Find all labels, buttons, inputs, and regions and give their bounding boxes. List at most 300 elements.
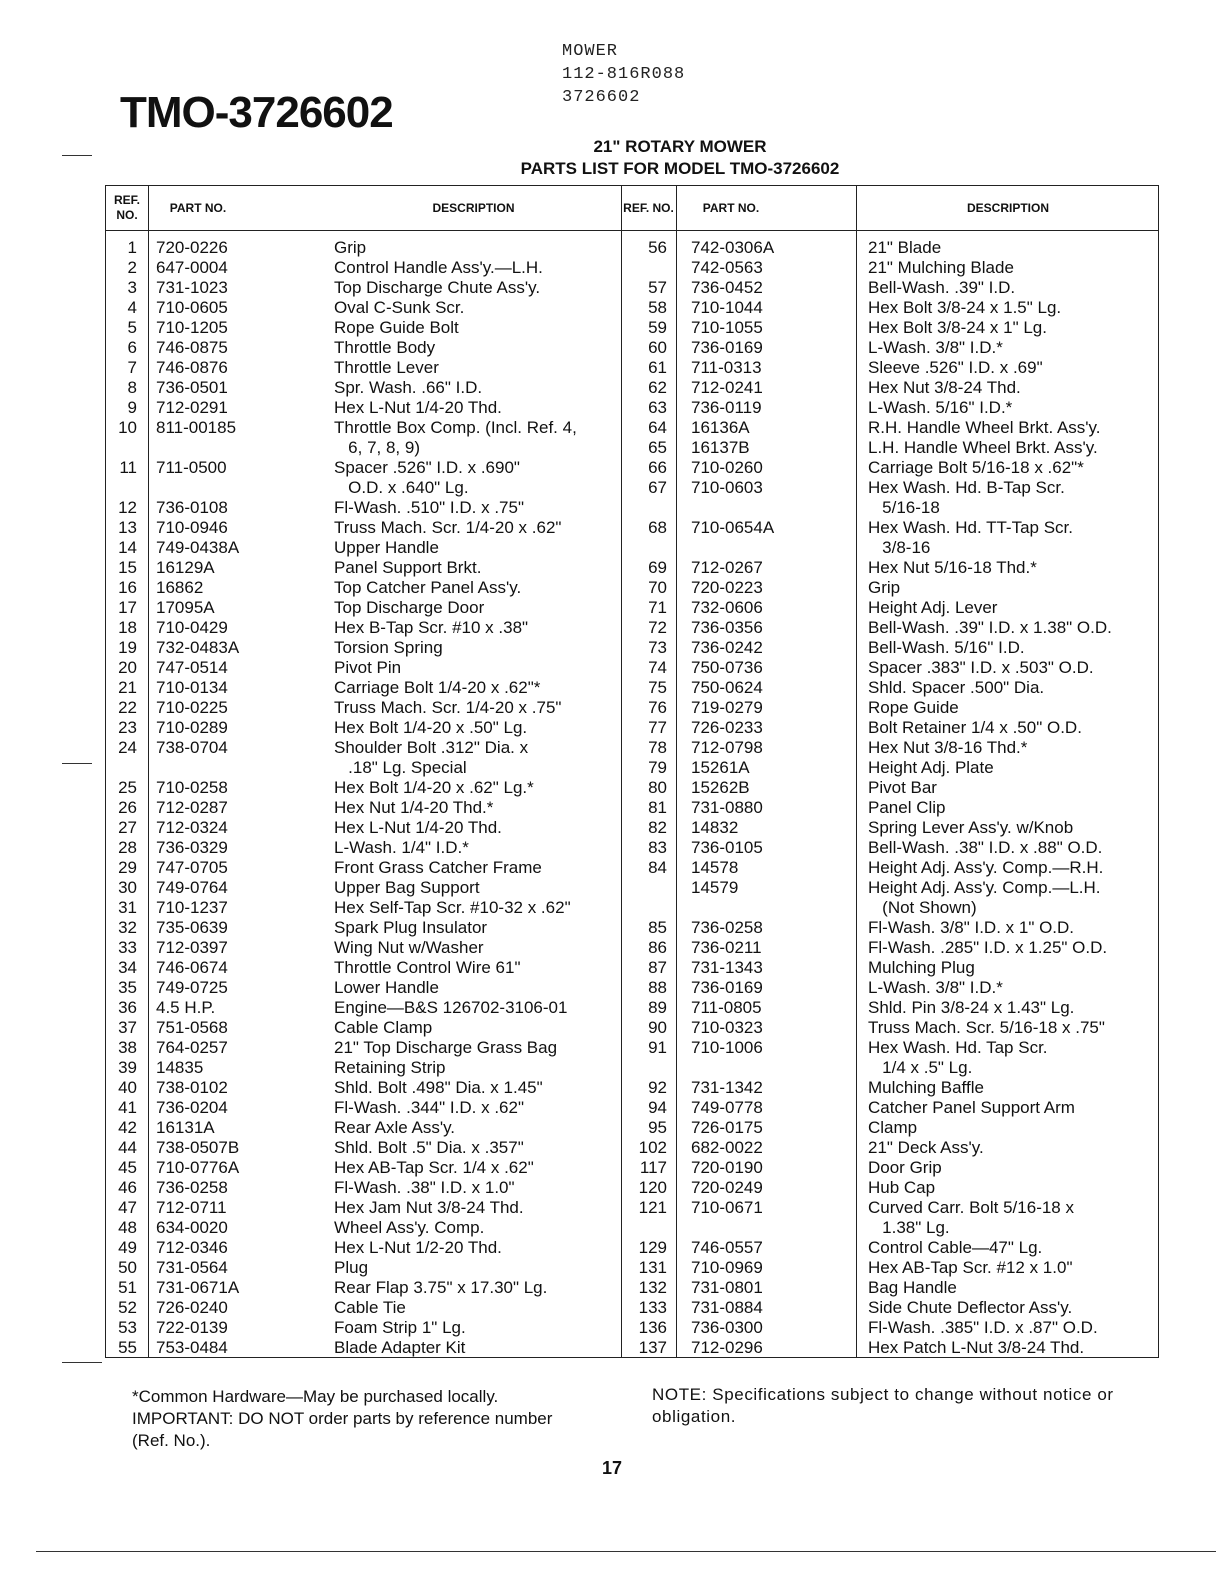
cell-ref-no-2: 64 — [648, 418, 667, 437]
cell-description-2: Pivot Bar — [868, 778, 937, 797]
cell-description-2: Door Grip — [868, 1158, 942, 1177]
cell-part-no: 736-0258 — [156, 1178, 228, 1197]
cell-part-no: 16862 — [156, 578, 204, 597]
cell-part-no: 710-1205 — [156, 318, 228, 337]
bottom-rule — [36, 1551, 1216, 1552]
cell-part-no-2: 746-0557 — [691, 1238, 763, 1257]
cell-description: Oval C-Sunk Scr. — [334, 298, 465, 317]
cell-ref-no-2: 58 — [648, 298, 667, 317]
table-row — [106, 1178, 1158, 1198]
cell-part-no-2: 711-0805 — [691, 998, 762, 1017]
cell-description: Torsion Spring — [334, 638, 443, 657]
table-row — [106, 1058, 1158, 1078]
page-heading — [380, 136, 980, 180]
cell-description-2: 1.38" Lg. — [868, 1218, 950, 1237]
cell-description: Throttle Box Comp. (Incl. Ref. 4, — [334, 418, 577, 437]
table-body — [106, 238, 1158, 1358]
cell-description-2: Height Adj. Lever — [868, 598, 998, 617]
cell-part-no: 731-0564 — [156, 1258, 228, 1277]
cell-ref-no: 17 — [118, 598, 137, 617]
cell-ref-no-2: 70 — [648, 578, 667, 597]
cell-part-no: 720-0226 — [156, 238, 228, 257]
cell-part-no: 731-1023 — [156, 278, 228, 297]
cell-part-no: 634-0020 — [156, 1218, 228, 1237]
cell-description: Shoulder Bolt .312" Dia. x — [334, 738, 529, 757]
cell-description-2: Height Adj. Ass'y. Comp.—R.H. — [868, 858, 1104, 877]
cell-description-2: Fl-Wash. .385" I.D. x .87" O.D. — [868, 1318, 1098, 1337]
cell-part-no: 722-0139 — [156, 1318, 228, 1337]
cell-ref-no-2: 129 — [638, 1238, 667, 1257]
cell-ref-no: 33 — [118, 938, 137, 957]
cell-ref-no-2: 63 — [648, 398, 667, 417]
cell-part-no-2: 710-1055 — [691, 318, 763, 337]
cell-part-no: 712-0324 — [156, 818, 228, 837]
cell-description: Hex Bolt 1/4-20 x .50" Lg. — [334, 718, 528, 737]
spec-note: NOTE: Specifications subject to change without notice or obligation. — [652, 1385, 1114, 1426]
cell-description: Hex L-Nut 1/4-20 Thd. — [334, 818, 502, 837]
cell-ref-no-2: 88 — [648, 978, 667, 997]
margin-mark — [62, 155, 92, 156]
cell-ref-no: 18 — [118, 618, 137, 637]
cell-description: Blade Adapter Kit — [334, 1338, 466, 1357]
cell-ref-no: 41 — [118, 1098, 137, 1117]
cell-ref-no: 51 — [118, 1278, 137, 1297]
cell-description: Hex Bolt 1/4-20 x .62" Lg.* — [334, 778, 534, 797]
cell-part-no-2: 710-0603 — [691, 478, 763, 497]
cell-ref-no: 22 — [118, 698, 137, 717]
cell-description: Fl-Wash. .510" I.D. x .75" — [334, 498, 524, 517]
cell-ref-no: 6 — [127, 338, 137, 357]
cell-ref-no-2: 73 — [648, 638, 667, 657]
table-row — [106, 958, 1158, 978]
table-row — [106, 698, 1158, 718]
table-row — [106, 678, 1158, 698]
cell-ref-no-2: 120 — [638, 1178, 667, 1197]
header-description: DESCRIPTION — [432, 200, 515, 215]
cell-description: Cable Clamp — [334, 1018, 433, 1037]
cell-part-no-2: 720-0190 — [691, 1158, 763, 1177]
cell-description: O.D. x .640" Lg. — [334, 478, 469, 497]
cell-ref-no: 7 — [127, 358, 137, 377]
cell-description-2: 3/8-16 — [868, 538, 931, 557]
cell-ref-no-2: 66 — [648, 458, 667, 477]
cell-part-no: 735-0639 — [156, 918, 228, 937]
cell-part-no-2: 731-1343 — [691, 958, 763, 977]
cell-part-no: 738-0507B — [156, 1138, 240, 1157]
cell-part-no: 749-0764 — [156, 878, 228, 897]
header-description-2: DESCRIPTION — [966, 200, 1049, 215]
cell-part-no: 710-0605 — [156, 298, 228, 317]
footnote: *Common Hardware—May be purchased locally. IMPORTANT: DO NOT order parts by reference number (Ref. No.). — [132, 1387, 553, 1450]
table-row — [106, 718, 1158, 738]
table-row — [106, 1118, 1158, 1138]
table-row — [106, 298, 1158, 318]
cell-part-no: 738-0102 — [156, 1078, 228, 1097]
cell-ref-no: 49 — [118, 1238, 137, 1257]
cell-description: Foam Strip 1" Lg. — [334, 1318, 466, 1337]
cell-ref-no: 55 — [118, 1338, 137, 1357]
cell-description: Spr. Wash. .66" I.D. — [334, 378, 483, 397]
model-title: TMO-3726602 — [120, 88, 393, 137]
cell-description-2: 21" Blade — [868, 238, 942, 257]
header-part-no: PART NO. — [169, 200, 227, 215]
table-row — [106, 1098, 1158, 1118]
cell-part-no: 764-0257 — [156, 1038, 228, 1057]
cell-part-no-2: 710-1006 — [691, 1038, 763, 1057]
cell-ref-no: 13 — [118, 518, 137, 537]
cell-description-2: Bell-Wash. .39" I.D. x 1.38" O.D. — [868, 618, 1112, 637]
cell-part-no-2: 719-0279 — [691, 698, 763, 717]
table-row — [106, 1138, 1158, 1158]
cell-ref-no: 3 — [127, 278, 137, 297]
cell-ref-no: 29 — [118, 858, 137, 877]
cell-ref-no-2: 57 — [648, 278, 667, 297]
cell-ref-no: 11 — [119, 458, 137, 477]
cell-part-no-2: 712-0798 — [691, 738, 763, 757]
cell-ref-no-2: 81 — [648, 798, 667, 817]
cell-part-no-2: 712-0296 — [691, 1338, 763, 1357]
table-row — [106, 1238, 1158, 1258]
cell-part-no-2: 710-0654A — [691, 518, 775, 537]
cell-description-2: Hex Bolt 3/8-24 x 1.5" Lg. — [868, 298, 1062, 317]
cell-ref-no-2: 60 — [648, 338, 667, 357]
stamp-line: MOWER — [562, 42, 619, 61]
cell-ref-no-2: 87 — [648, 958, 667, 977]
cell-ref-no: 35 — [118, 978, 137, 997]
stamp-text — [562, 40, 685, 109]
cell-description: Pivot Pin — [334, 658, 402, 677]
cell-description-2: Hex Wash. Hd. TT-Tap Scr. — [868, 518, 1074, 537]
cell-description-2: Shld. Pin 3/8-24 x 1.43" Lg. — [868, 998, 1075, 1017]
cell-description-2: Height Adj. Plate — [868, 758, 994, 777]
cell-description: Hex L-Nut 1/2-20 Thd. — [334, 1238, 502, 1257]
cell-part-no-2: 682-0022 — [691, 1138, 763, 1157]
cell-part-no-2: 736-0169 — [691, 338, 763, 357]
cell-description-2: Fl-Wash. 3/8" I.D. x 1" O.D. — [868, 918, 1075, 937]
table-row — [106, 278, 1158, 298]
cell-description: Plug — [334, 1258, 369, 1277]
cell-ref-no-2: 72 — [648, 618, 667, 637]
cell-part-no: 17095A — [156, 598, 215, 617]
cell-part-no: 710-0134 — [156, 678, 228, 697]
parts-table — [105, 185, 1159, 1358]
cell-ref-no-2: 86 — [648, 938, 667, 957]
cell-description: Fl-Wash. .38" I.D. x 1.0" — [334, 1178, 515, 1197]
cell-description: Truss Mach. Scr. 1/4-20 x .62" — [334, 518, 562, 537]
cell-description-2: Catcher Panel Support Arm — [868, 1098, 1075, 1117]
cell-description: Hex AB-Tap Scr. 1/4 x .62" — [334, 1158, 534, 1177]
cell-ref-no: 19 — [118, 638, 137, 657]
cell-part-no: 747-0514 — [156, 658, 228, 677]
cell-part-no-2: 712-0267 — [691, 558, 763, 577]
cell-ref-no-2: 80 — [648, 778, 667, 797]
cell-ref-no-2: 92 — [648, 1078, 667, 1097]
cell-ref-no-2: 62 — [648, 378, 667, 397]
cell-description: Top Discharge Door — [334, 598, 485, 617]
cell-description-2: Spring Lever Ass'y. w/Knob — [868, 818, 1074, 837]
cell-ref-no: 12 — [118, 498, 137, 517]
cell-part-no: 4.5 H.P. — [156, 998, 216, 1017]
cell-description: Shld. Bolt .498" Dia. x 1.45" — [334, 1078, 543, 1097]
cell-part-no-2: 710-1044 — [691, 298, 763, 317]
cell-part-no: 749-0725 — [156, 978, 228, 997]
cell-description-2: Hex Nut 3/8-24 Thd. — [868, 378, 1021, 397]
cell-description-2: L.H. Handle Wheel Brkt. Ass'y. — [868, 438, 1098, 457]
cell-part-no-2: 710-0323 — [691, 1018, 763, 1037]
cell-part-no: 751-0568 — [156, 1018, 228, 1037]
cell-ref-no-2: 84 — [648, 858, 667, 877]
cell-part-no: 712-0291 — [156, 398, 228, 417]
cell-part-no-2: 736-0242 — [691, 638, 763, 657]
cell-ref-no-2: 77 — [648, 718, 667, 737]
cell-description-2: Bell-Wash. .38" I.D. x .88" O.D. — [868, 838, 1103, 857]
cell-description-2: Bell-Wash. .39" I.D. — [868, 278, 1016, 297]
cell-part-no: 726-0240 — [156, 1298, 228, 1317]
cell-ref-no: 4 — [127, 298, 137, 317]
cell-part-no: 647-0004 — [156, 258, 228, 277]
cell-ref-no-2: 79 — [648, 758, 667, 777]
cell-ref-no-2: 68 — [648, 518, 667, 537]
cell-ref-no-2: 74 — [648, 658, 667, 677]
cell-part-no: 712-0287 — [156, 798, 228, 817]
table-row — [106, 738, 1158, 758]
cell-ref-no-2: 136 — [638, 1318, 667, 1337]
table-row — [106, 1038, 1158, 1058]
cell-part-no: 711-0500 — [156, 458, 227, 477]
table-row — [106, 638, 1158, 658]
cell-ref-no: 32 — [118, 918, 137, 937]
cell-description-2: Bell-Wash. 5/16" I.D. — [868, 638, 1025, 657]
cell-description-2: Height Adj. Ass'y. Comp.—L.H. — [868, 878, 1101, 897]
cell-description: Hex B-Tap Scr. #10 x .38" — [334, 618, 529, 637]
cell-ref-no: 37 — [118, 1018, 137, 1037]
cell-ref-no: 38 — [118, 1038, 137, 1057]
cell-description-2: L-Wash. 5/16" I.D.* — [868, 398, 1013, 417]
cell-description: Lower Handle — [334, 978, 439, 997]
table-row — [106, 558, 1158, 578]
cell-part-no: 712-0711 — [156, 1198, 227, 1217]
cell-part-no: 710-0289 — [156, 718, 228, 737]
cell-part-no-2: 710-0260 — [691, 458, 763, 477]
table-row — [106, 618, 1158, 638]
cell-description: 21" Top Discharge Grass Bag — [334, 1038, 558, 1057]
cell-description: Top Discharge Chute Ass'y. — [334, 278, 541, 297]
table-row — [106, 438, 1158, 458]
cell-part-no: 731-0671A — [156, 1278, 240, 1297]
cell-description-2: 21" Mulching Blade — [868, 258, 1014, 277]
cell-part-no: 749-0438A — [156, 538, 240, 557]
cell-description-2: Clamp — [868, 1118, 918, 1137]
cell-ref-no: 45 — [118, 1158, 137, 1177]
cell-part-no: 710-0429 — [156, 618, 228, 637]
table-row — [106, 1218, 1158, 1238]
cell-ref-no: 26 — [118, 798, 137, 817]
cell-description-2: Bolt Retainer 1/4 x .50" O.D. — [868, 718, 1082, 737]
table-row — [106, 1018, 1158, 1038]
cell-ref-no: 53 — [118, 1318, 137, 1337]
cell-part-no: 710-0776A — [156, 1158, 240, 1177]
cell-part-no-2: 720-0249 — [691, 1178, 763, 1197]
cell-description: Upper Bag Support — [334, 878, 480, 897]
table-row — [106, 1278, 1158, 1298]
cell-description-2: L-Wash. 3/8" I.D.* — [868, 338, 1003, 357]
cell-ref-no: 42 — [118, 1118, 137, 1137]
cell-part-no-2: 732-0606 — [691, 598, 763, 617]
cell-ref-no: 28 — [118, 838, 137, 857]
cell-ref-no-2: 94 — [648, 1098, 667, 1117]
cell-part-no: 732-0483A — [156, 638, 240, 657]
cell-ref-no: 24 — [118, 738, 137, 757]
header-divider — [106, 230, 1158, 231]
cell-part-no: 16129A — [156, 558, 215, 577]
cell-part-no-2: 736-0452 — [691, 278, 763, 297]
table-row — [106, 338, 1158, 358]
cell-description: Wheel Ass'y. Comp. — [334, 1218, 485, 1237]
cell-ref-no: 47 — [118, 1198, 137, 1217]
cell-part-no-2: 16136A — [691, 418, 750, 437]
table-row — [106, 998, 1158, 1018]
cell-ref-no-2: 95 — [648, 1118, 667, 1137]
table-row — [106, 398, 1158, 418]
cell-part-no-2: 710-0969 — [691, 1258, 763, 1277]
cell-ref-no-2: 137 — [638, 1338, 667, 1357]
cell-part-no: 738-0704 — [156, 738, 228, 757]
cell-part-no-2: 736-0356 — [691, 618, 763, 637]
cell-description-2: Fl-Wash. .285" I.D. x 1.25" O.D. — [868, 938, 1108, 957]
cell-ref-no-2: 75 — [648, 678, 667, 697]
cell-description-2: 1/4 x .5" Lg. — [868, 1058, 973, 1077]
cell-part-no-2: 736-0211 — [691, 938, 762, 957]
cell-description: Throttle Control Wire 61" — [334, 958, 521, 977]
cell-description-2: 5/16-18 — [868, 498, 940, 517]
cell-description-2: Hex Patch L-Nut 3/8-24 Thd. — [868, 1338, 1085, 1357]
cell-description-2: Grip — [868, 578, 901, 597]
cell-description: Top Catcher Panel Ass'y. — [334, 578, 522, 597]
cell-ref-no-2: 56 — [648, 238, 667, 257]
cell-description: Hex Jam Nut 3/8-24 Thd. — [334, 1198, 524, 1217]
cell-ref-no: 1 — [127, 238, 137, 257]
cell-part-no: 746-0875 — [156, 338, 228, 357]
cell-part-no-2: 711-0313 — [691, 358, 762, 377]
cell-part-no-2: 14578 — [691, 858, 739, 877]
header-ref-no-2: REF. NO. — [623, 200, 674, 215]
cell-ref-no: 34 — [118, 958, 137, 977]
table-row — [106, 538, 1158, 558]
table-row — [106, 598, 1158, 618]
cell-description: Hex L-Nut 1/4-20 Thd. — [334, 398, 502, 417]
cell-description-2: Spacer .383" I.D. x .503" O.D. — [868, 658, 1094, 677]
cell-part-no: 712-0397 — [156, 938, 228, 957]
cell-part-no-2: 731-0880 — [691, 798, 763, 817]
cell-part-no-2: 726-0233 — [691, 718, 763, 737]
cell-ref-no: 48 — [118, 1218, 137, 1237]
cell-description: Retaining Strip — [334, 1058, 446, 1077]
cell-description-2: Hex AB-Tap Scr. #12 x 1.0" — [868, 1258, 1073, 1277]
cell-ref-no: 8 — [127, 378, 137, 397]
cell-part-no-2: 750-0624 — [691, 678, 763, 697]
cell-ref-no-2: 121 — [638, 1198, 667, 1217]
table-row — [106, 1338, 1158, 1358]
cell-ref-no-2: 65 — [648, 438, 667, 457]
table-row — [106, 238, 1158, 258]
table-row — [106, 458, 1158, 478]
header-part-no-2: PART NO. — [702, 200, 760, 215]
cell-description-2: Bag Handle — [868, 1278, 957, 1297]
cell-ref-no: 44 — [118, 1138, 137, 1157]
cell-description-2: (Not Shown) — [868, 898, 977, 917]
cell-description-2: Side Chute Deflector Ass'y. — [868, 1298, 1073, 1317]
cell-description: Panel Support Brkt. — [334, 558, 482, 577]
cell-ref-no: 46 — [118, 1178, 137, 1197]
table-row — [106, 878, 1158, 898]
cell-part-no-2: 15261A — [691, 758, 750, 777]
cell-description: Carriage Bolt 1/4-20 x .62"* — [334, 678, 541, 697]
cell-ref-no-2: 78 — [648, 738, 667, 757]
cell-description: .18" Lg. Special — [334, 758, 467, 777]
cell-part-no-2: 14832 — [691, 818, 739, 837]
table-row — [106, 1158, 1158, 1178]
cell-description-2: Truss Mach. Scr. 5/16-18 x .75" — [868, 1018, 1105, 1037]
cell-part-no-2: 736-0105 — [691, 838, 763, 857]
cell-description-2: Hex Nut 5/16-18 Thd.* — [868, 558, 1037, 577]
cell-part-no-2: 720-0223 — [691, 578, 763, 597]
cell-description-2: Mulching Baffle — [868, 1078, 984, 1097]
cell-ref-no: 2 — [127, 258, 137, 277]
cell-part-no-2: 742-0563 — [691, 258, 763, 277]
cell-part-no: 746-0876 — [156, 358, 228, 377]
table-row — [106, 1258, 1158, 1278]
cell-description-2: Control Cable—47" Lg. — [868, 1238, 1043, 1257]
cell-ref-no-2: 91 — [648, 1038, 667, 1057]
cell-part-no-2: 736-0300 — [691, 1318, 763, 1337]
table-row — [106, 938, 1158, 958]
cell-part-no-2: 16137B — [691, 438, 750, 457]
cell-part-no-2: 712-0241 — [691, 378, 763, 397]
cell-part-no: 710-0258 — [156, 778, 228, 797]
cell-ref-no-2: 71 — [648, 598, 667, 617]
cell-ref-no-2: 69 — [648, 558, 667, 577]
cell-part-no-2: 736-0119 — [691, 398, 762, 417]
header-ref-no: REF. NO. — [113, 193, 140, 222]
cell-description: Shld. Bolt .5" Dia. x .357" — [334, 1138, 524, 1157]
cell-description: Spark Plug Insulator — [334, 918, 488, 937]
table-row — [106, 518, 1158, 538]
cell-description: Hex Self-Tap Scr. #10-32 x .62" — [334, 898, 571, 917]
cell-description: Rope Guide Bolt — [334, 318, 459, 337]
table-row — [106, 1318, 1158, 1338]
cell-ref-no-2: 132 — [638, 1278, 667, 1297]
table-row — [106, 898, 1158, 918]
cell-part-no-2: 742-0306A — [691, 238, 775, 257]
cell-part-no: 753-0484 — [156, 1338, 228, 1357]
table-row — [106, 978, 1158, 998]
cell-part-no: 710-0946 — [156, 518, 228, 537]
cell-ref-no-2: 59 — [648, 318, 667, 337]
heading-line-2: PARTS LIST FOR MODEL TMO-3726602 — [520, 159, 840, 178]
cell-ref-no: 20 — [118, 658, 137, 677]
cell-ref-no-2: 102 — [638, 1138, 667, 1157]
margin-mark — [62, 1362, 102, 1363]
cell-description-2: Sleeve .526" I.D. x .69" — [868, 358, 1043, 377]
cell-part-no: 16131A — [156, 1118, 215, 1137]
cell-description: Cable Tie — [334, 1298, 406, 1317]
cell-part-no-2: 731-1342 — [691, 1078, 763, 1097]
cell-description: Throttle Body — [334, 338, 436, 357]
cell-ref-no-2: 90 — [648, 1018, 667, 1037]
cell-description: Rear Flap 3.75" x 17.30" Lg. — [334, 1278, 548, 1297]
table-row — [106, 478, 1158, 498]
cell-ref-no: 15 — [118, 558, 137, 577]
